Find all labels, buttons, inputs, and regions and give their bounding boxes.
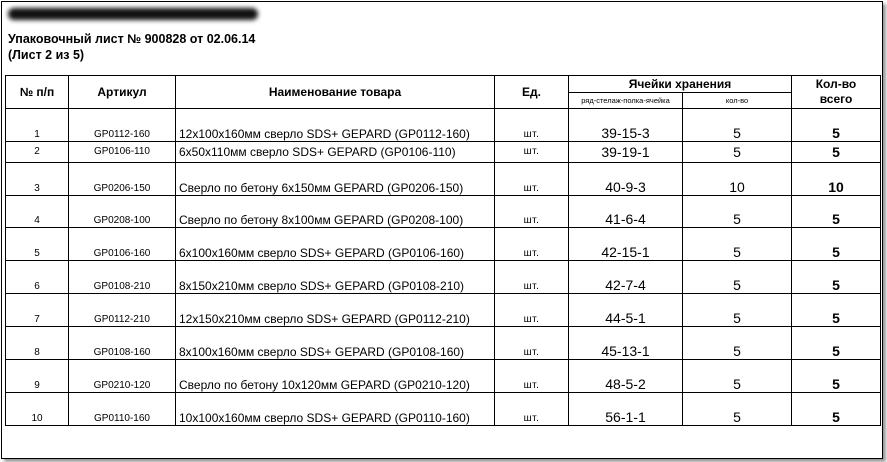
row-number: 10 (6, 393, 69, 426)
row-storage-qty: 5 (683, 360, 792, 393)
row-storage-cell: 41-6-4 (569, 196, 683, 228)
table-row (6, 228, 881, 261)
header-total-line-1: Кол-во (815, 77, 857, 91)
header-unit: Ед. (495, 76, 569, 109)
row-number: 1 (6, 109, 69, 142)
table-row (6, 261, 881, 294)
row-unit: шт. (495, 163, 569, 196)
row-storage-cell: 42-15-1 (569, 228, 683, 261)
row-total-qty: 10 (792, 163, 881, 196)
row-number: 5 (6, 228, 69, 261)
row-storage-cell: 56-1-1 (569, 393, 683, 426)
row-total-qty: 5 (792, 196, 881, 228)
row-article: GP0106-110 (69, 142, 176, 163)
row-storage-qty: 5 (683, 294, 792, 327)
row-article: GP0108-210 (69, 261, 176, 294)
row-product-name: 6x50x110мм сверло SDS+ GEPARD (GP0106-110) (176, 142, 495, 163)
row-product-name: 8x150x210мм сверло SDS+ GEPARD (GP0108-210) (176, 261, 495, 294)
header-num: № п/п (6, 76, 69, 109)
row-storage-qty: 5 (683, 109, 792, 142)
title-line-1: Упаковочный лист № 900828 от 02.06.14 (8, 32, 256, 46)
row-storage-cell: 39-19-1 (569, 142, 683, 163)
row-storage-qty: 10 (683, 163, 792, 196)
row-unit: шт. (495, 142, 569, 163)
row-product-name: 12x100x160мм сверло SDS+ GEPARD (GP0112-160) (176, 109, 495, 142)
row-storage-qty: 5 (683, 393, 792, 426)
header-storage-qty: кол-во (683, 93, 792, 109)
table-row (6, 163, 881, 196)
row-product-name: Сверло по бетону 6x150мм GEPARD (GP0206-150) (176, 163, 495, 196)
row-storage-cell: 45-13-1 (569, 327, 683, 360)
row-total-qty: 5 (792, 109, 881, 142)
row-number: 9 (6, 360, 69, 393)
header-article: Артикул (69, 76, 176, 109)
header-total-line-2: всего (819, 92, 853, 106)
row-number: 3 (6, 163, 69, 196)
row-article: GP0208-100 (69, 196, 176, 228)
row-number: 8 (6, 327, 69, 360)
table-row (6, 294, 881, 327)
table-row (6, 196, 881, 228)
row-storage-qty: 5 (683, 261, 792, 294)
table-row (6, 360, 881, 393)
row-total-qty: 5 (792, 360, 881, 393)
table-row (6, 142, 881, 163)
row-article: GP0210-120 (69, 360, 176, 393)
packing-list-table (5, 75, 881, 426)
row-article: GP0106-160 (69, 228, 176, 261)
row-product-name: 8x100x160мм сверло SDS+ GEPARD (GP0108-160) (176, 327, 495, 360)
row-article: GP0206-150 (69, 163, 176, 196)
header-storage-location: ряд-стелаж-полка-ячейка (569, 93, 683, 109)
row-storage-qty: 5 (683, 327, 792, 360)
row-product-name: 12x150x210мм сверло SDS+ GEPARD (GP0112-210) (176, 294, 495, 327)
table-row (6, 109, 881, 142)
row-article: GP0110-160 (69, 393, 176, 426)
row-unit: шт. (495, 196, 569, 228)
row-unit: шт. (495, 393, 569, 426)
row-storage-cell: 48-5-2 (569, 360, 683, 393)
row-number: 2 (6, 142, 69, 163)
row-unit: шт. (495, 360, 569, 393)
header-storage: Ячейки хранения (569, 76, 792, 93)
row-number: 4 (6, 196, 69, 228)
title-line-2: (Лист 2 из 5) (8, 48, 85, 62)
row-article: GP0112-210 (69, 294, 176, 327)
row-product-name: Сверло по бетону 10x120мм GEPARD (GP0210-120) (176, 360, 495, 393)
header-total (792, 76, 881, 109)
row-product-name: Сверло по бетону 8x100мм GEPARD (GP0208-100) (176, 196, 495, 228)
row-storage-qty: 5 (683, 196, 792, 228)
row-number: 7 (6, 294, 69, 327)
row-total-qty: 5 (792, 228, 881, 261)
row-unit: шт. (495, 327, 569, 360)
redacted-header (8, 8, 258, 20)
row-product-name: 6x100x160мм сверло SDS+ GEPARD (GP0106-160) (176, 228, 495, 261)
row-storage-cell: 42-7-4 (569, 261, 683, 294)
row-storage-cell: 39-15-3 (569, 109, 683, 142)
row-unit: шт. (495, 228, 569, 261)
row-total-qty: 5 (792, 261, 881, 294)
row-total-qty: 5 (792, 327, 881, 360)
row-total-qty: 5 (792, 142, 881, 163)
row-total-qty: 5 (792, 294, 881, 327)
row-number: 6 (6, 261, 69, 294)
row-storage-cell: 40-9-3 (569, 163, 683, 196)
row-storage-qty: 5 (683, 142, 792, 163)
row-total-qty: 5 (792, 393, 881, 426)
row-unit: шт. (495, 109, 569, 142)
row-product-name: 10x100x160мм сверло SDS+ GEPARD (GP0110-160) (176, 393, 495, 426)
table-row (6, 327, 881, 360)
header-name: Наименование товара (176, 76, 495, 109)
row-article: GP0108-160 (69, 327, 176, 360)
row-storage-qty: 5 (683, 228, 792, 261)
document-title (8, 31, 255, 63)
row-article: GP0112-160 (69, 109, 176, 142)
row-unit: шт. (495, 261, 569, 294)
row-storage-cell: 44-5-1 (569, 294, 683, 327)
row-unit: шт. (495, 294, 569, 327)
table-row (6, 393, 881, 426)
